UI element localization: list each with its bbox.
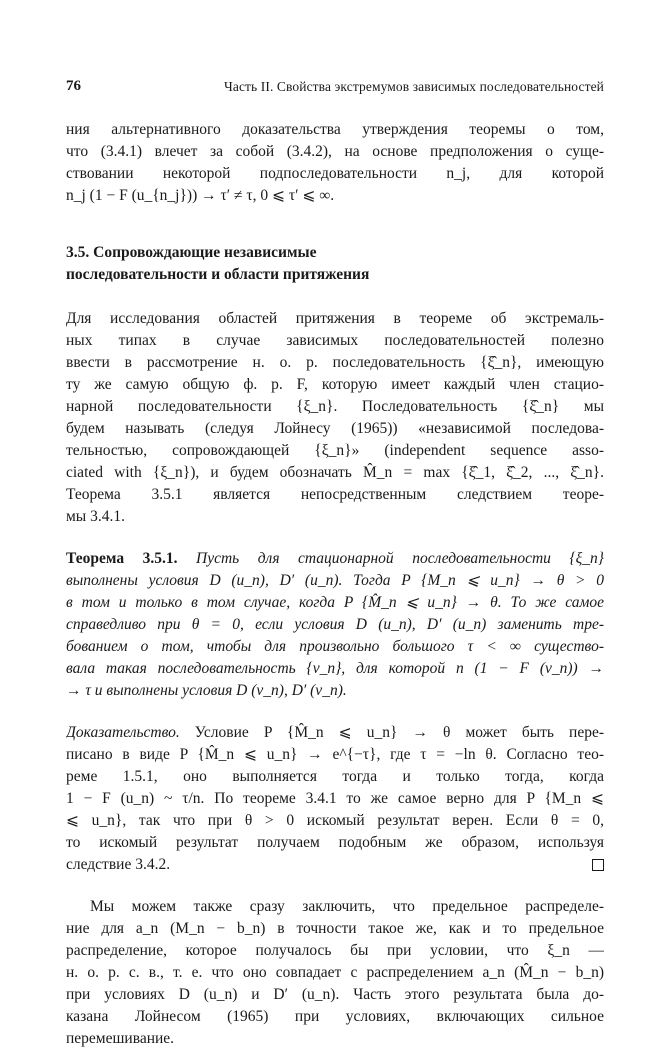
text-line: Теорема 3.5.1 является непосредственным следствием теоре- [66, 486, 604, 503]
theorem-text: Пусть для стационарной последовательности {ξ_n} [196, 550, 604, 567]
paragraph-continuation [66, 119, 604, 207]
paragraph-conclusion [66, 896, 604, 1050]
section-heading [66, 242, 604, 286]
text-line: реме 1.5.1, оно выполняется тогда и только тогда, когда [66, 768, 604, 785]
text-line: ту же самую общую ф. р. F, которую имеет каждый член стацио- [66, 376, 604, 393]
text-line: перемешивание. [66, 1030, 175, 1047]
text-line: ние для a_n (M_n − b_n) в точности такое же, как и то предельное [66, 920, 604, 937]
text-line: в том и только в том случае, когда P {M̂_n ⩽ u_n} → θ. То же самое [66, 594, 604, 611]
proof-label: Доказательство. [66, 724, 180, 741]
text-line: → τ и выполнены условия D (v_n), D′ (v_n). [66, 682, 347, 699]
text-line: 1 − F (u_n) ~ τ/n. По теореме 3.4.1 то же самое верно для P {M_n ⩽ [66, 790, 604, 807]
proof-final-text: следствие 3.4.2. [66, 856, 171, 873]
text-line: писано в виде P {M̂_n ⩽ u_n} → e^{−τ}, где τ = −ln θ. Согласно тео- [66, 746, 604, 763]
text-line: ных типах в случае зависимых последовательностей полезно [66, 332, 604, 349]
theorem-label: Теорема 3.5.1. [66, 550, 178, 567]
text-line: распределение, которое получалось бы при условии, что ξ_n — [66, 942, 604, 959]
text-line: справедливо при θ = 0, если условия D (u_n), D′ (u_n) заменить тре- [66, 616, 604, 633]
text-line: будем называть (следуя Лойнесу (1965)) «независимой последова- [66, 420, 604, 437]
running-title: Часть II. Свойства экстремумов зависимых последовательностей [223, 79, 604, 94]
text-line: вала такая последовательность {v_n}, для которой n (1 − F (v_n)) → [66, 660, 604, 677]
page-number: 76 [66, 78, 81, 94]
page-body [66, 119, 604, 1050]
proof-block [66, 722, 604, 876]
text-line: то искомый результат получаем подобным же образом, используя [66, 834, 604, 851]
qed-square-icon [592, 859, 604, 871]
text-line: н. о. р. с. в., т. е. что оно совпадает с распределением a_n (M̂_n − b_n) [66, 964, 604, 981]
text-line: тельностью, сопровождающей {ξ_n}» (independent sequence asso- [66, 442, 604, 459]
text-line [66, 548, 604, 570]
page-header [66, 78, 604, 100]
text-line: казана Лойнесом (1965) при условиях, включающих сильное [66, 1008, 604, 1025]
text-line: мы 3.4.1. [66, 508, 125, 525]
theorem-block [66, 548, 604, 702]
paragraph-intro [66, 308, 604, 528]
section-title-line-1: 3.5. Сопровождающие независимые [66, 244, 317, 261]
section-title-line-2: последовательности и области притяжения [66, 266, 370, 283]
text-line: что (3.4.1) влечет за собой (3.4.2), на основе предположения о суще- [66, 143, 604, 160]
text-line: n_j (1 − F (u_{n_j})) → τ′ ≠ τ, 0 ⩽ τ′ ⩽ ∞. [66, 187, 335, 204]
text-line: ввести в рассмотрение н. о. р. последовательность {ξ̂_n}, имеющую [66, 354, 604, 371]
text-line: Для исследования областей притяжения в теореме об экстремаль- [66, 310, 604, 327]
text-line: выполнены условия D (u_n), D′ (u_n). Тогда P {M_n ⩽ u_n} → θ > 0 [66, 572, 604, 589]
text-line: Мы можем также сразу заключить, что предельное распределе- [90, 898, 604, 915]
text-line: ния альтернативного доказательства утверждения теоремы о том, [66, 121, 604, 138]
text-line: ствовании некоторой подпоследовательности n_j, для которой [66, 165, 604, 182]
text-line: ⩽ u_n}, так что при θ > 0 искомый результат верен. Если θ = 0, [66, 812, 604, 829]
text-line [66, 722, 604, 744]
text-line: ciated with {ξ_n}), и будем обозначать M̂_n = max {ξ̂_1, ξ̂_2, ..., ξ̂_n}. [66, 464, 604, 481]
text-line: бованием о том, чтобы для произвольно большого τ < ∞ существо- [66, 638, 604, 655]
text-line: при условиях D (u_n) и D′ (u_n). Часть этого результата была до- [66, 986, 604, 1003]
text-line: нарной последовательности {ξ_n}. Последовательность {ξ̂_n} мы [66, 398, 604, 415]
proof-text: Условие P {M̂_n ⩽ u_n} → θ может быть пере- [194, 724, 604, 741]
text-line [66, 854, 604, 876]
